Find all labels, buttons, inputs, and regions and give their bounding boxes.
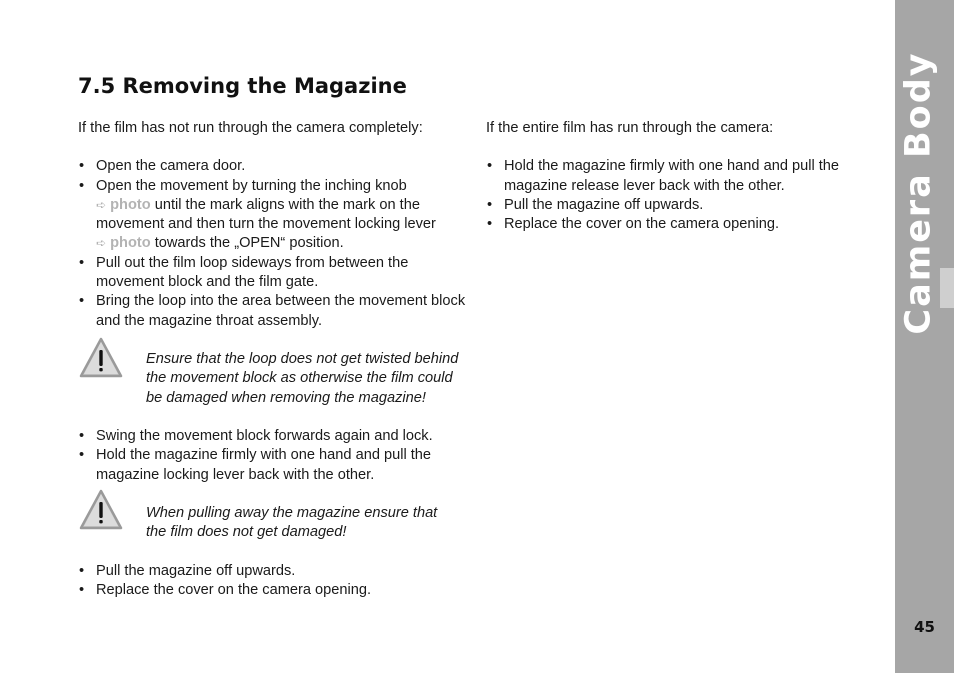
list-item: • Pull out the film loop sideways from between the movement block and the film gate. [78,254,473,293]
photo-reference: photo [110,235,151,252]
list-item: • Pull the magazine off upwards. [78,562,473,581]
right-column [486,119,876,234]
warning-line: the movement block as otherwise the film could [146,370,453,387]
warning-triangle-icon [78,336,124,380]
photo-reference: photo [110,196,151,213]
warning-line: be damaged when removing the magazine! [146,389,426,406]
step-line: until the mark aligns with the mark on the [154,196,420,213]
warning-line: When pulling away the magazine ensure that [146,504,438,521]
step-line: Open the movement by turning the inching knob [96,177,407,194]
list-item: • Replace the cover on the camera opening. [486,215,876,234]
section-heading: 7.5 Removing the Magazine [78,74,407,98]
section-title [899,50,940,335]
warning-text [146,504,476,543]
list-item-inching-knob [78,177,473,254]
left-column [78,119,473,600]
list-item: • Open the camera door. [78,157,473,176]
steps-list-a [78,157,473,331]
list-item: • Swing the movement block forwards again and lock. [78,427,473,446]
right-intro: If the entire film has run through the camera: [486,120,774,136]
warning-line: the film does not get damaged! [146,524,347,541]
left-intro: If the film has not run through the camera completely: [78,120,423,136]
list-item: • Bring the loop into the area between the movement block and the magazine throat assembly. [78,292,473,331]
step-line: movement and then turn the movement locking lever [96,216,436,233]
list-item: • Replace the cover on the camera opening. [78,581,473,600]
warning-line: Ensure that the loop does not get twisted behind [146,350,459,367]
warning-note [78,350,473,408]
list-item: • Pull the magazine off upwards. [486,196,876,215]
arrow-right-icon: ➪ [96,197,107,212]
warning-text [146,350,476,408]
steps-list-b [78,427,473,485]
step-line: towards the „OPEN“ position. [154,235,344,252]
list-item: • Hold the magazine firmly with one hand and pull the magazine locking lever back with the other. [78,446,473,485]
steps-list-c [78,562,473,601]
warning-note [78,504,473,543]
section-tab-marker [940,268,954,308]
steps-list-right [486,157,876,234]
warning-triangle-icon [78,488,124,532]
list-item: • Hold the magazine firmly with one hand and pull the magazine release lever back with the other. [486,157,876,196]
page-number: 45 [914,618,935,636]
section-sidebar [895,0,954,673]
section-title-text: Camera Body [899,50,940,335]
arrow-right-icon: ➪ [96,236,107,251]
